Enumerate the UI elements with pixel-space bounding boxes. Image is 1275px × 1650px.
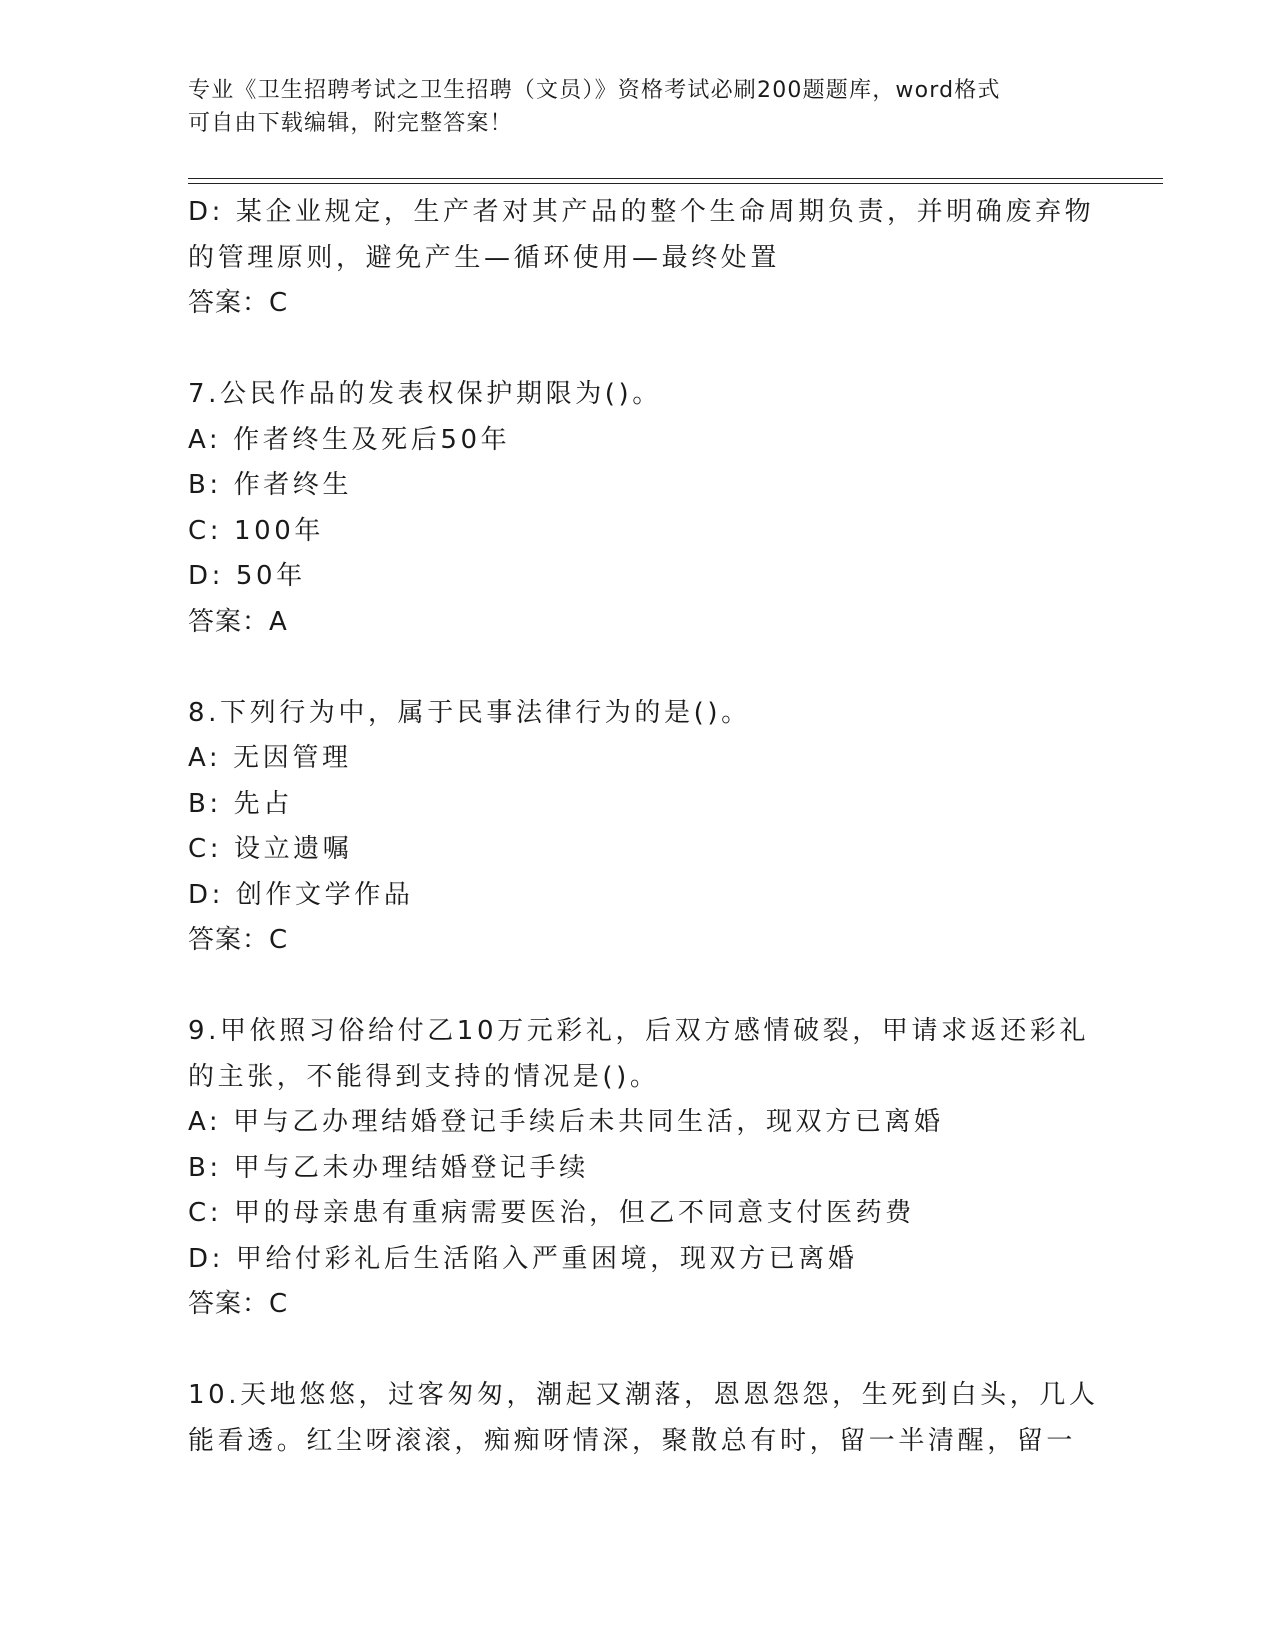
question-9-option-b: B: 甲与乙未办理结婚登记手续 [188, 1152, 589, 1183]
question-7-option-b: B: 作者终生 [188, 470, 353, 500]
question-7-option-c: C: 100年 [188, 515, 325, 546]
question-7-stem: 7.公民作品的发表权保护期限为()。 [188, 379, 662, 409]
question-8-stem: 8.下列行为中，属于民事法律行为的是()。 [188, 697, 751, 728]
header-divider-bottom [188, 183, 1163, 184]
question-8-option-a: A: 无因管理 [188, 743, 352, 773]
question-7-option-a: A: 作者终生及死后50年 [188, 424, 511, 455]
spacer [188, 327, 1088, 373]
spacer [188, 964, 1088, 1010]
header-divider-top [188, 178, 1163, 179]
question-8-option-c: C: 设立遗嘱 [188, 834, 353, 864]
answer-8: 答案：C [188, 925, 289, 955]
question-7-option-d: D: 50年 [188, 561, 306, 591]
question-9-option-c: C: 甲的母亲患有重病需要医治，但乙不同意支付医药费 [188, 1198, 915, 1228]
spacer [188, 645, 1088, 691]
header-title-line-1: 专业《卫生招聘考试之卫生招聘（文员）》资格考试必刷200题题库，word格式 [188, 78, 1001, 103]
question-8-option-b: B: 先占 [188, 788, 293, 819]
question-9 [188, 1009, 1088, 1328]
option-d-line-1: D: 某企业规定，生产者对其产品的整个生命周期负责，并明确废弃物 [188, 197, 1095, 227]
question-8 [188, 691, 1088, 964]
answer-6: 答案：C [188, 288, 289, 318]
question-7 [188, 372, 1088, 645]
question-9-option-a: A: 甲与乙办理结婚登记手续后未共同生活，现双方已离婚 [188, 1107, 944, 1137]
option-d-line-2: 的管理原则，避免产生—循环使用—最终处置 [188, 242, 781, 273]
spacer [188, 1328, 1088, 1374]
question-content [188, 190, 1099, 1464]
question-9-option-d: D: 甲给付彩礼后生活陷入严重困境，现双方已离婚 [188, 1243, 858, 1274]
answer-7: 答案：A [188, 606, 288, 637]
document-header [188, 74, 1088, 140]
question-10-stem-line-2: 能看透。红尘呀滚滚，痴痴呀情深，聚散总有时，留一半清醒，留一 [188, 1425, 1077, 1456]
answer-9: 答案：C [188, 1289, 289, 1319]
question-10-stem-line-1: 10.天地悠悠，过客匆匆，潮起又潮落，恩恩怨怨，生死到白头，几人 [188, 1380, 1099, 1410]
header-title-line-2: 可自由下载编辑，附完整答案！ [188, 111, 513, 136]
question-10 [188, 1373, 1099, 1464]
question-9-stem-line-2: 的主张，不能得到支持的情况是()。 [188, 1061, 660, 1092]
question-8-option-d: D: 创作文学作品 [188, 879, 414, 910]
question-6-continued [188, 190, 1095, 327]
question-9-stem-line-1: 9.甲依照习俗给付乙10万元彩礼，后双方感情破裂，甲请求返还彩礼 [188, 1016, 1090, 1046]
